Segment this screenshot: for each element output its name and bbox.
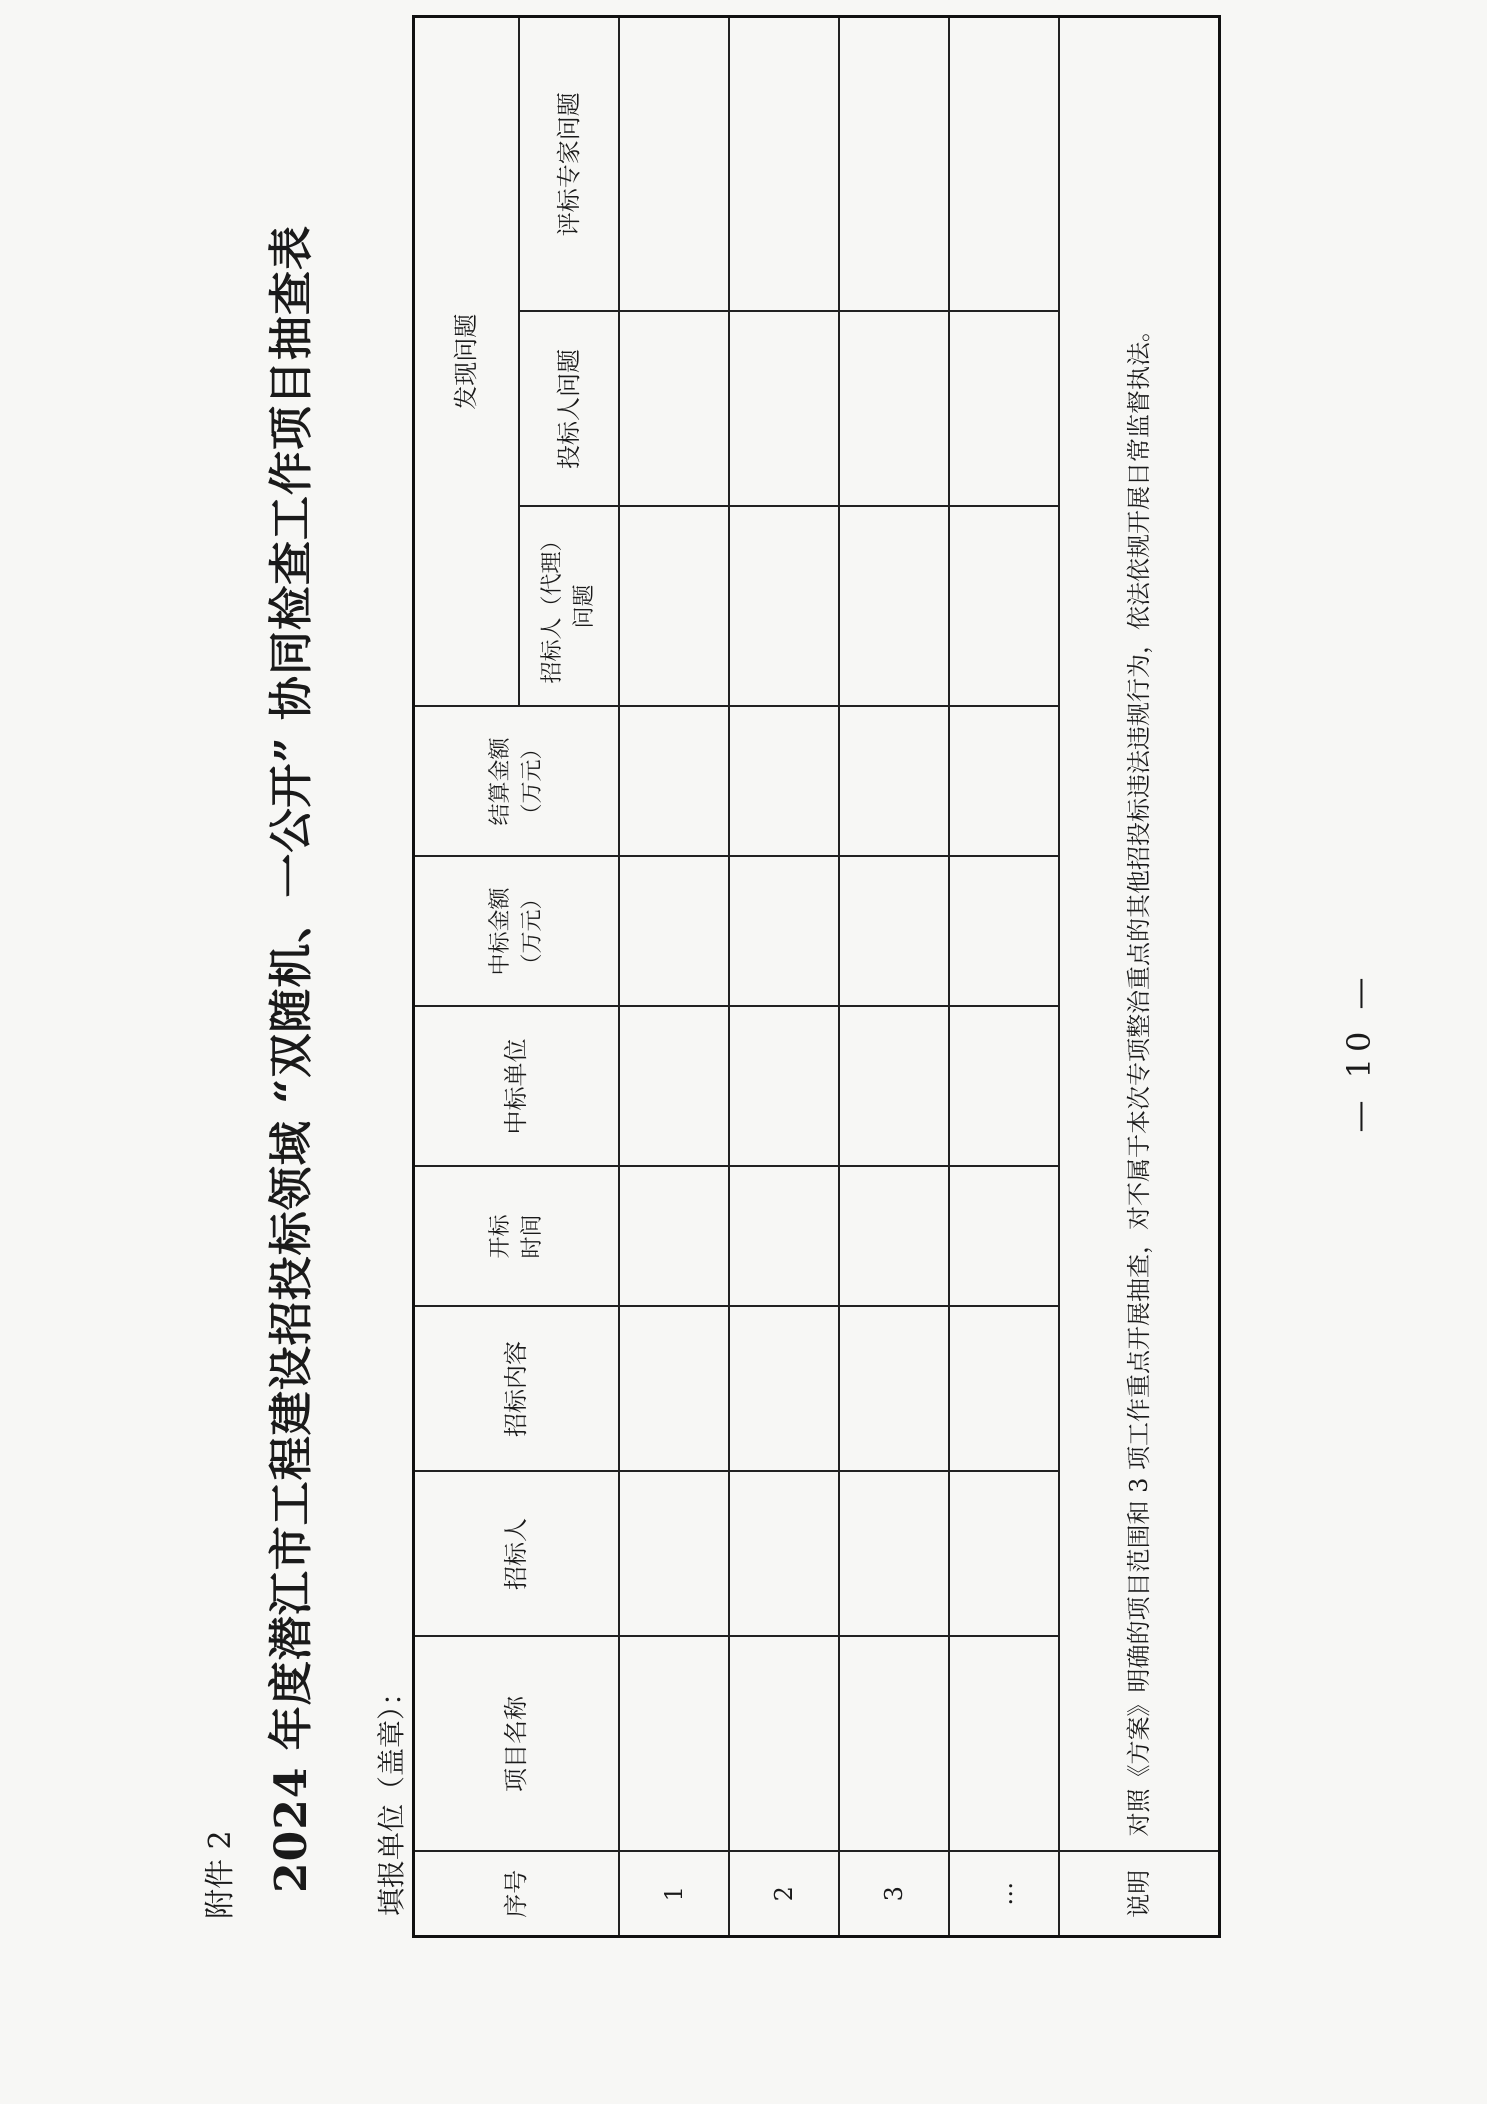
- header-row-1: [414, 17, 520, 1937]
- cell-project-name[interactable]: [619, 1637, 729, 1852]
- cell-issue-bidder[interactable]: [839, 312, 949, 507]
- table-row: [729, 17, 839, 1937]
- row-seq: 1: [619, 1852, 729, 1937]
- cell-winning-unit[interactable]: [949, 1007, 1059, 1167]
- attachment-label: 附件 2: [203, 1830, 238, 1919]
- note-label: 说明: [1059, 1852, 1220, 1937]
- cell-project-name[interactable]: [839, 1637, 949, 1852]
- cell-winning-amount[interactable]: [839, 857, 949, 1007]
- header-issue-bidder: 投标人问题: [519, 312, 619, 507]
- header-bid-open-time: 开标 时间: [414, 1167, 620, 1307]
- header-winning-unit: 中标单位: [414, 1007, 620, 1167]
- header-tenderer: 招标人: [414, 1472, 620, 1637]
- note-row: [1059, 17, 1220, 1937]
- cell-bid-open-time[interactable]: [839, 1167, 949, 1307]
- cell-bid-open-time[interactable]: [729, 1167, 839, 1307]
- cell-winning-unit[interactable]: [619, 1007, 729, 1167]
- cell-winning-unit[interactable]: [729, 1007, 839, 1167]
- row-seq: 2: [729, 1852, 839, 1937]
- cell-issue-expert[interactable]: [949, 17, 1059, 312]
- form-title: 2024 年度潜江市工程建设招投标领域 “双随机、一公开” 协同检查工作项目抽查表: [266, 224, 317, 1894]
- cell-project-name[interactable]: [729, 1637, 839, 1852]
- cell-tenderer[interactable]: [729, 1472, 839, 1637]
- cell-tender-content[interactable]: [619, 1307, 729, 1472]
- cell-issue-tenderer-agent[interactable]: [839, 507, 949, 707]
- cell-issue-tenderer-agent[interactable]: [949, 507, 1059, 707]
- cell-settlement-amount[interactable]: [729, 707, 839, 857]
- cell-winning-amount[interactable]: [949, 857, 1059, 1007]
- cell-issue-bidder[interactable]: [619, 312, 729, 507]
- header-project-name: 项目名称: [414, 1637, 620, 1852]
- cell-project-name[interactable]: [949, 1637, 1059, 1852]
- table-row: [619, 17, 729, 1937]
- cell-tender-content[interactable]: [839, 1307, 949, 1472]
- header-issue-expert: 评标专家问题: [519, 17, 619, 312]
- table-row: [949, 17, 1059, 1937]
- cell-tender-content[interactable]: [949, 1307, 1059, 1472]
- cell-issue-tenderer-agent[interactable]: [729, 507, 839, 707]
- cell-tender-content[interactable]: [729, 1307, 839, 1472]
- header-settlement-amount: 结算金额 （万元）: [414, 707, 620, 857]
- cell-settlement-amount[interactable]: [619, 707, 729, 857]
- cell-winning-amount[interactable]: [619, 857, 729, 1007]
- cell-issue-tenderer-agent[interactable]: [619, 507, 729, 707]
- header-winning-amount: 中标金额 （万元）: [414, 857, 620, 1007]
- cell-settlement-amount[interactable]: [949, 707, 1059, 857]
- header-tender-content: 招标内容: [414, 1307, 620, 1472]
- cell-issue-expert[interactable]: [839, 17, 949, 312]
- cell-issue-bidder[interactable]: [949, 312, 1059, 507]
- row-seq: …: [949, 1852, 1059, 1937]
- header-issues-found: 发现问题: [414, 17, 520, 707]
- cell-issue-expert[interactable]: [729, 17, 839, 312]
- row-seq: 3: [839, 1852, 949, 1937]
- cell-bid-open-time[interactable]: [949, 1167, 1059, 1307]
- cell-tenderer[interactable]: [839, 1472, 949, 1637]
- cell-issue-expert[interactable]: [619, 17, 729, 312]
- cell-tenderer[interactable]: [949, 1472, 1059, 1637]
- table-row: [839, 17, 949, 1937]
- page-number: — 10 —: [1340, 971, 1378, 1133]
- cell-settlement-amount[interactable]: [839, 707, 949, 857]
- note-text: 对照《方案》明确的项目范围和 3 项工作重点开展抽查，对不属于本次专项整治重点的其他招投标违法违规行为，依法依规开展日常监督执法。: [1059, 17, 1220, 1852]
- cell-winning-amount[interactable]: [729, 857, 839, 1007]
- header-issue-tenderer-agent: 招标人（代理） 问题: [519, 507, 619, 707]
- header-seq: 序号: [414, 1852, 620, 1937]
- cell-issue-bidder[interactable]: [729, 312, 839, 507]
- spot-check-table: [412, 15, 1221, 1938]
- cell-bid-open-time[interactable]: [619, 1167, 729, 1307]
- cell-tenderer[interactable]: [619, 1472, 729, 1637]
- fill-unit-label: 填报单位（盖章）：: [375, 1677, 408, 1916]
- cell-winning-unit[interactable]: [839, 1007, 949, 1167]
